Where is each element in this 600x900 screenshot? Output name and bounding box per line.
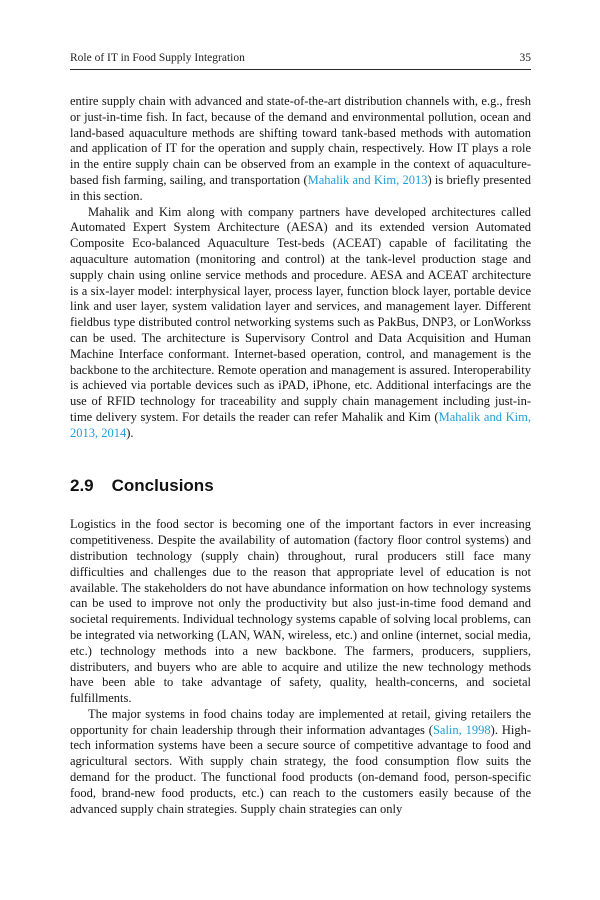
page-number: 35 xyxy=(519,52,531,64)
paragraph: Mahalik and Kim along with company partners have developed architectures called Automated Expert System Architecture (AESA) and its extended version Automated Composite Eco-balanced Aquaculture Test-beds (ACEAT) capable of facilitating the aquaculture automation (monitoring and control) at the tank-level production stage and supply chain using online service methods and procedure. AESA and ACEAT architecture is a six-layer model: interphysical layer, process layer, function block layer, portable device link and user layer, system validation layer and services, and management layer. Different fieldbus type distributed control networking systems such as PakBus, DNP3, or LonWorkss can be used. The architecture is Supervisory Control and Data Acquisition and Human Machine Interface conformant. Internet-based operation, control, and management is the backbone to the architecture. Remote operation and management is assured. Interoperability is achieved via portable devices such as iPAD, iPhone, etc. Additional interfacings are the use of RFID technology for traceability and supply chain management including just-in-time delivery system. For details the reader can refer Mahalik and Kim (Mahalik and Kim, 2013, 2014). xyxy=(70,204,531,440)
citation-link[interactable]: Mahalik and Kim, 2013 xyxy=(307,172,428,187)
paragraph: Logistics in the food sector is becoming one of the important factors in ever increasing competitiveness. Despite the availability of automation (factory floor control systems) and distribution technology (supply chain) throughout, rural producers still face many difficulties and challenges due to the reason that appropriate level of education is not available. The stakeholders do not have abundance information on how technology systems can be used to improve not only the productivity but also just-in-time food demand and societal requirements. Individual technology systems capable of solving local problems, can be integrated via networking (LAN, WAN, wireless, etc.) and online (internet, social media, etc.) technology methods into a new backbone. The farmers, producers, suppliers, distributers, and buyers who are able to acquire and utilize the new technology methods have been able to take advantage of safety, quality, health-concerns, and societal fulfillments. xyxy=(70,517,531,706)
paragraph: The major systems in food chains today are implemented at retail, giving retailers the opportunity for chain leadership through their information advantages (Salin, 1998). High-tech information systems have been a secure source of competitive advantage to food and agricultural sectors. With supply chain strategy, the food consumption flow suits the demand for the product. The functional food products (on-demand food, person-specific food, brand-new food products, etc.) can reach to the customers easily because of the advanced supply chain strategies. Supply chain strategies can only xyxy=(70,706,532,816)
running-title: Role of IT in Food Supply Integration xyxy=(70,52,245,64)
page-content xyxy=(70,94,531,817)
citation-link[interactable]: Mahalik and Kim, 2013, 2014 xyxy=(70,409,531,440)
citation-link[interactable]: Salin, 1998 xyxy=(432,722,491,737)
running-header xyxy=(70,52,531,69)
section-title: Conclusions xyxy=(111,475,214,495)
paragraph: entire supply chain with advanced and state-of-the-art distribution channels with, e.g., fresh or just-in-time fish. In fact, because of the demand and environmental pollution, ocean and land-based aquaculture methods are shifting toward tank-based methods with automation and application of IT for the operation and supply chain, respectively. How IT plays a role in the entire supply chain can be observed from an example in the context of aquaculture-based fish farming, sailing, and transportation (Mahalik and Kim, 2013) is briefly presented in this section. xyxy=(70,94,531,203)
section-heading xyxy=(70,475,531,495)
section-number: 2.9 xyxy=(70,475,94,495)
header-rule xyxy=(70,69,531,70)
